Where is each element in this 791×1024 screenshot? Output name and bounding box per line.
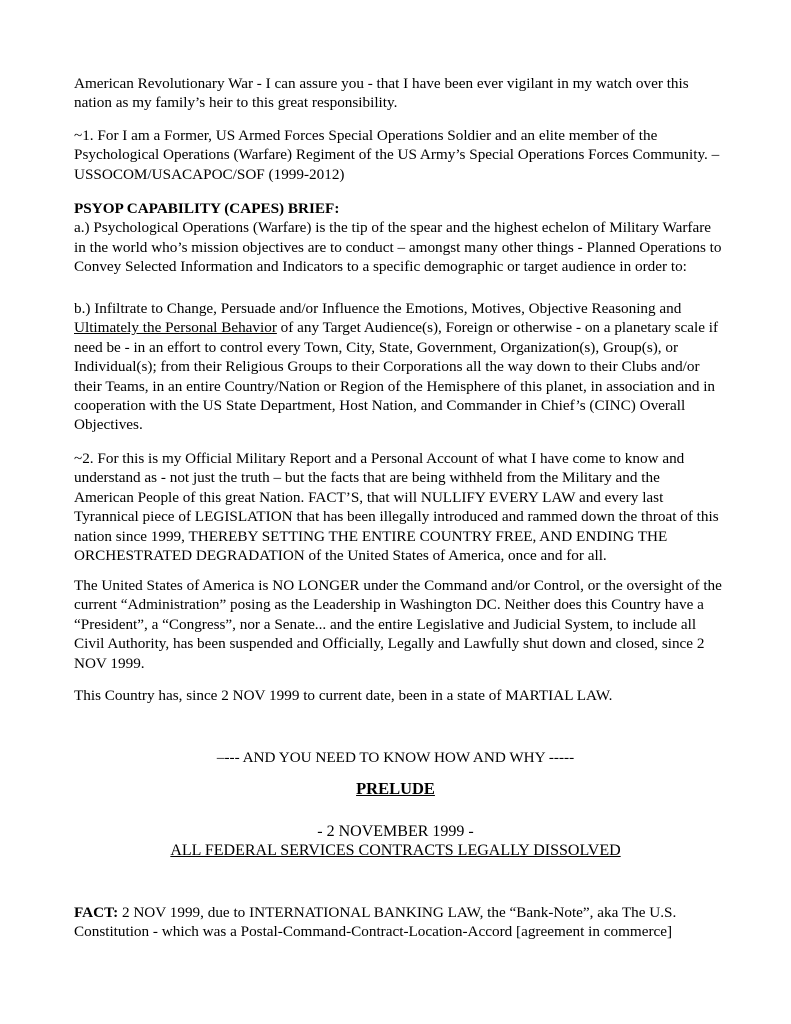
paragraph-martial-law: This Country has, since 2 NOV 1999 to current date, been in a state of MARTIAL LAW. [74, 687, 613, 704]
prelude-heading: PRELUDE [356, 779, 435, 798]
fact-label: FACT: [74, 904, 119, 921]
paragraph-command-control: The United States of America is NO LONGER under the Command and/or Control, or the oversight of the current “Administration” posing as the Leadership in Washington DC. Neither does this Country have a “President”, a “Congress”, nor a Senate... and the entire Legislative and Judicial System, to include all Civil Authority, has been suspended and Officially, Legally and Lawfully shut down and closed, since 2 NOV 1999. [74, 577, 722, 672]
paragraph-infiltrate [74, 299, 722, 435]
date-heading: - 2 NOVEMBER 1999 - [317, 823, 474, 840]
fact-text: 2 NOV 1999, due to INTERNATIONAL BANKING LAW, the “Bank-Note”, aka The U.S. Constitution - which was a Postal-Command-Contract-Location-Accord [agreement in commerce] [74, 904, 677, 941]
psyop-brief-body: a.) Psychological Operations (Warfare) is the tip of the spear and the highest echelon of Military Warfare in the world who’s mission objectives are to conduct – amongst many other things - Planned Operations to Convey Selected Information and Indicators to a specific demographic or target audience in order to: [74, 219, 722, 276]
paragraph-official-report: ~2. For this is my Official Military Report and a Personal Account of what I have come to know and understand as - not just the truth – but the facts that are being withheld from the Military and the American People of this great Nation. FACT’S, that will NULLIFY EVERY LAW and every last Tyrannical piece of LEGISLATION that has been illegally introduced and rammed down the throat of this nation since 1999, THEREBY SETTING THE ENTIRE COUNTRY FREE, AND ENDING THE ORCHESTRATED DEGRADATION of the United States of America, once and for all. [74, 450, 719, 565]
subtitle-heading: ALL FEDERAL SERVICES CONTRACTS LEGALLY DISSOLVED [170, 842, 621, 859]
infiltrate-text-after: of any Target Audience(s), Foreign or otherwise - on a planetary scale if need be - in an effort to control every Town, City, State, Government, Organization(s), Group(s), or Individual(s); from their Religious Groups to their Corporations all the way down to their Clubs and/or their Teams, in an entire Country/Nation or Region of the Hemisphere of this planet, in association and in cooperation with the US State Department, Host Nation, and Commander in Chief’s (CINC) Overall Objectives. [74, 319, 719, 434]
paragraph-service-record: ~1. For I am a Former, US Armed Forces Special Operations Soldier and an elite member of the Psychological Operations (Warfare) Regiment of the US Army’s Special Operations Forces Community. – USSOCOM/USACAPOC/SOF (1999-2012) [74, 127, 720, 183]
teaser-line: –--- AND YOU NEED TO KNOW HOW AND WHY ----- [216, 749, 575, 766]
infiltrate-text-before: b.) Infiltrate to Change, Persuade and/or Influence the Emotions, Motives, Objective Reasoning and [74, 300, 682, 317]
paragraph-intro: American Revolutionary War - I can assure you - that I have been ever vigilant in my watch over this nation as my family’s heir to this great responsibility. [74, 75, 689, 112]
paragraph-fact [74, 903, 722, 942]
infiltrate-underlined-phrase: Ultimately the Personal Behavior [74, 319, 277, 337]
psyop-brief [74, 199, 722, 277]
psyop-brief-heading: PSYOP CAPABILITY (CAPES) BRIEF: [74, 200, 340, 217]
